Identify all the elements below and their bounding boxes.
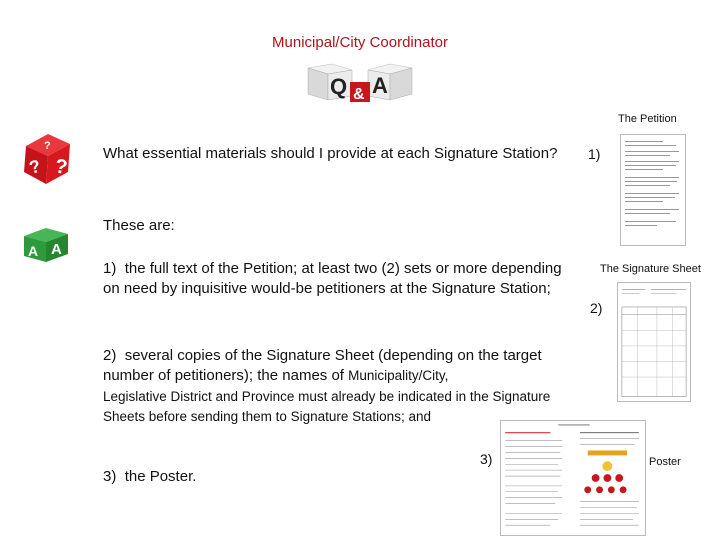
logo-a-letter: A: [372, 73, 388, 98]
logo-q-cube: [308, 64, 352, 100]
item-3-text: the Poster.: [124, 468, 197, 485]
item-1-number: 1): [103, 260, 117, 277]
item-3-number: 3): [103, 468, 117, 485]
svg-text:A: A: [28, 243, 39, 259]
svg-text:A: A: [51, 241, 62, 258]
svg-text:?: ?: [26, 155, 43, 178]
logo-amp-cube: [350, 82, 370, 102]
answer-item-1: [103, 259, 563, 299]
signature-sheet-number: 2): [590, 300, 603, 316]
poster-number: 3): [480, 451, 493, 467]
signature-sheet-thumbnail: [617, 282, 691, 402]
svg-text:?: ?: [44, 140, 51, 152]
signature-sheet-label: The Signature Sheet: [600, 263, 701, 275]
item-2-text-c: Legislative District and Province must already be indicated in the Signature Sheets before sending them to Signature Stations; and: [103, 389, 551, 424]
petition-label: The Petition: [618, 113, 677, 125]
answer-item-2: [103, 346, 573, 386]
item-1-text: the full text of the Petition; at least two (2) sets or more depending on need by inquisitive would-be petitioners at the Signature Station;: [103, 260, 562, 297]
item-2-number: 2): [103, 347, 117, 364]
poster-thumbnail: [500, 420, 646, 536]
question-text: What essential materials should I provide at each Signature Station?: [103, 145, 558, 162]
page-title: Municipal/City Coordinator: [272, 34, 448, 51]
qa-logo: [302, 56, 418, 102]
answer-heading: These are:: [103, 217, 175, 234]
poster-label: Poster: [649, 456, 681, 468]
petition-thumbnail: [620, 134, 686, 246]
logo-a-cube: [368, 64, 412, 100]
question-die-icon: [18, 128, 76, 188]
svg-text:?: ?: [53, 155, 69, 180]
logo-q-letter: Q: [330, 74, 348, 99]
petition-number: 1): [588, 146, 601, 162]
answer-die-icon: [18, 224, 76, 264]
answer-item-3: [103, 468, 196, 485]
logo-amp: &: [353, 86, 365, 102]
item-2-text-a: several copies of the Signature Sheet (depending on the target number of petitioners); the names of: [103, 347, 542, 384]
item-2-text-b: Municipality/City,: [348, 368, 449, 383]
